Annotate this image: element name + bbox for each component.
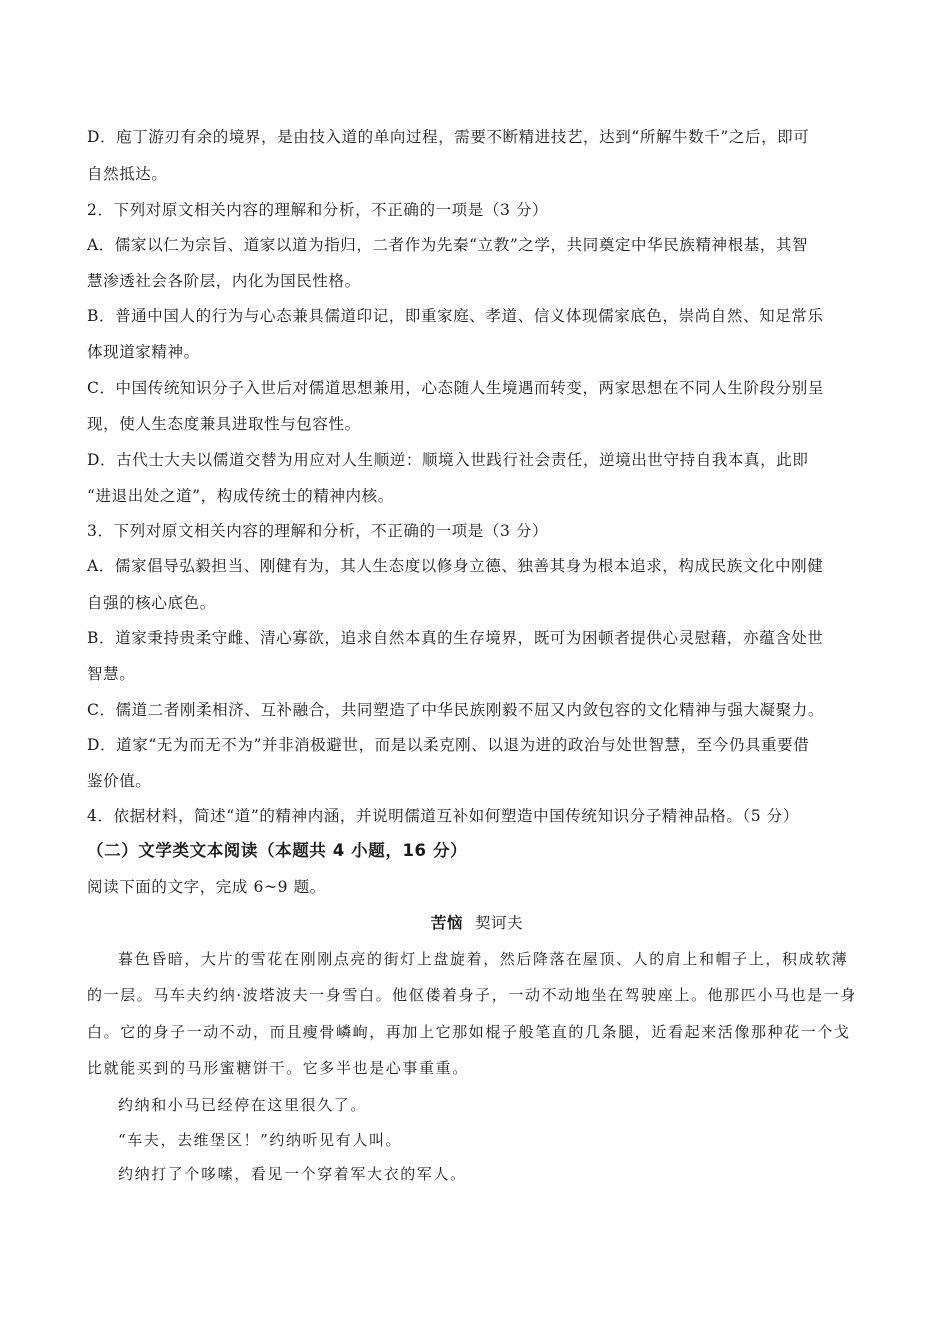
story-para1-line1: 暮色昏暗，大片的雪花在刚刚点亮的街灯上盘旋着，然后降落在屋顶、人的肩上和帽子上，积成软薄	[118, 950, 849, 968]
q3-option-b-line1: B．道家秉持贵柔守雌、清心寡欲，追求自然本真的生存境界，既可为困顿者提供心灵慰藉，亦蕴含处世	[87, 629, 824, 647]
story-para3: “车夫，去维堡区！”约纳听见有人叫。	[118, 1131, 403, 1149]
q2-option-c-line2: 现，使人生态度兼具进取性与包容性。	[87, 415, 361, 433]
q2-option-a-line2: 慧渗透社会各阶层，内化为国民性格。	[87, 272, 361, 290]
story-para1-line4: 比就能买到的马形蜜糖饼干。它多半也是心事重重。	[87, 1059, 469, 1077]
q2-option-a-line1: A．儒家以仁为宗旨、道家以道为指归，二者作为先秦“立教”之学，共同奠定中华民族精神根基，其智	[87, 236, 809, 254]
q1-option-d-line2: 自然抵达。	[87, 165, 168, 183]
q2-option-d-line1: D．古代士大夫以儒道交替为用应对人生顺逆：顺境入世践行社会责任，逆境出世守持自我本真，此即	[87, 451, 809, 469]
q2-option-b-line2: 体现道家精神。	[87, 343, 200, 361]
q2-option-d-line2: “进退出处之道”，构成传统士的精神内核。	[87, 487, 394, 505]
q3-option-d-line1: D．道家“无为而无不为”并非消极避世，而是以柔克刚、以退为进的政治与处世智慧，至今仍具重要借	[87, 736, 810, 754]
q3-option-a-line2: 自强的核心底色。	[87, 594, 216, 612]
q2-option-b-line1: B．普通中国人的行为与心态兼具儒道印记，即重家庭、孝道、信义体现儒家底色，崇尚自然、知足常乐	[87, 307, 824, 325]
section-heading: （二）文学类文本阅读（本题共 4 小题，16 分）	[87, 841, 468, 860]
story-para4: 约纳打了个哆嗦，看见一个穿着军大衣的军人。	[118, 1165, 467, 1183]
q2-option-c-line1: C．中国传统知识分子入世后对儒道思想兼用，心态随人生境遇而转变，两家思想在不同人生阶段分别呈	[87, 379, 824, 397]
q3-stem: 3．下列对原文相关内容的理解和分析，不正确的一项是（3 分）	[87, 522, 549, 540]
story-para2: 约纳和小马已经停在这里很久了。	[118, 1096, 368, 1114]
q4-stem: 4．依据材料，简述“道”的精神内涵，并说明儒道互补如何塑造中国传统知识分子精神品格。（5 分）	[87, 807, 799, 825]
q3-option-a-line1: A．儒家倡导弘毅担当、刚健有为，其人生态度以修身立德、独善其身为根本追求，构成民族文化中刚健	[87, 557, 824, 575]
q3-option-b-line2: 智慧。	[87, 665, 136, 683]
q3-option-d-line2: 鉴价值。	[87, 772, 152, 790]
story-para1-line2: 的一层。马车夫约纳·波塔波夫一身雪白。他伛偻着身子，一动不动地坐在驾驶座上。他那匹小马也是一身	[87, 986, 857, 1004]
story-author: 契诃夫	[474, 914, 524, 932]
story-title-line	[87, 912, 867, 934]
q2-stem: 2．下列对原文相关内容的理解和分析，不正确的一项是（3 分）	[87, 201, 549, 219]
section-instruction: 阅读下面的文字，完成 6~9 题。	[87, 878, 326, 896]
q1-option-d-line1: D．庖丁游刃有余的境界，是由技入道的单向过程，需要不断精进技艺，达到“所解牛数千”之后，即可	[87, 128, 810, 146]
q3-option-c: C．儒道二者刚柔相济、互补融合，共同塑造了中华民族刚毅不屈又内敛包容的文化精神与强大凝聚力。	[87, 701, 824, 719]
story-title: 苦恼	[430, 913, 463, 932]
story-para1-line3: 白。它的身子一动不动，而且瘦骨嶙峋，再加上它那如棍子般笔直的几条腿，近看起来活像那种花一个戈	[87, 1023, 851, 1041]
